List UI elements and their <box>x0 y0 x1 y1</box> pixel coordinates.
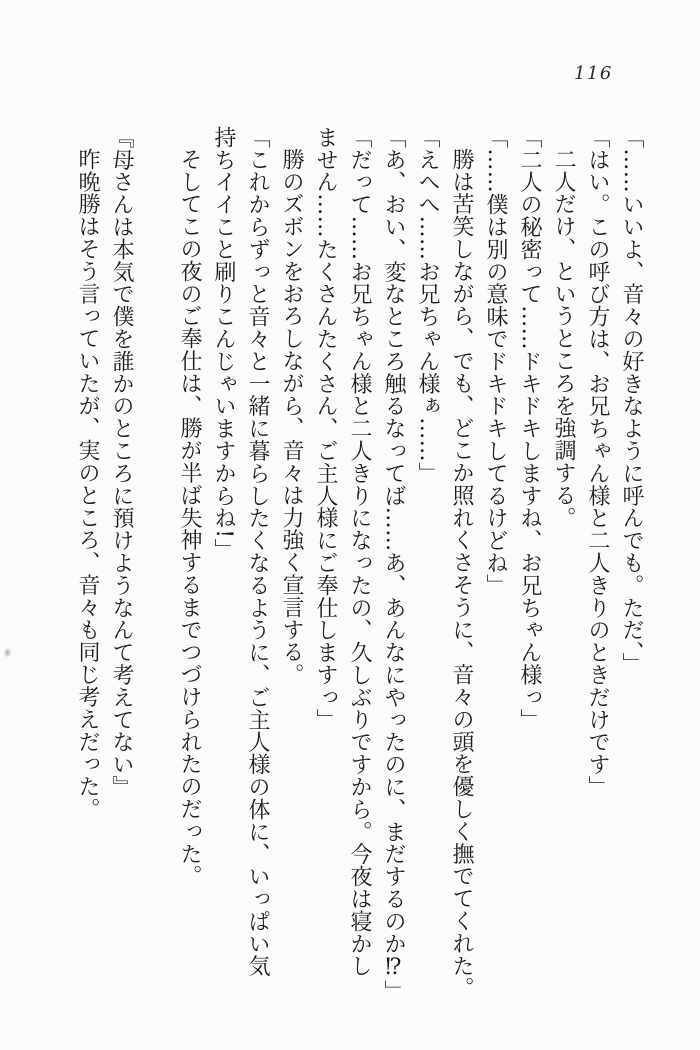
text-column: 「えへへ……お兄ちゃん様ぁ……」 <box>415 126 440 485</box>
text-column: 勝のズボンをおろしながら、音々は力強く宣言する。 <box>279 148 304 686</box>
scan-artifact <box>5 649 10 656</box>
text-column: 「あ、おい、変なところ触るなってば……あ、あんなにやったのに、まだするのか⁉」 <box>381 126 406 1003</box>
text-column: ません……たくさんたくさん、ご主人様にご奉仕しますっ」 <box>313 126 338 731</box>
text-column: 「……いいよ、音々の好きなように呼んでも。ただ、」 <box>619 126 644 675</box>
vertical-text-block <box>70 126 648 1046</box>
text-column: 二人だけ、というところを強調する。 <box>551 148 576 529</box>
text-column: 「二人の秘密って……ドキドキしますね、お兄ちゃん様っ」 <box>517 126 542 731</box>
page-number: 116 <box>574 63 613 84</box>
text-column: 「はい。この呼び方は、お兄ちゃん様と二人きりのときだけです」 <box>585 126 610 798</box>
text-column: 「だって……お兄ちゃん様と二人きりになったの、久しぶりですから。今夜は寝かし <box>347 126 372 978</box>
text-column: そしてこの夜のご奉仕は、勝が半ば失神するまでつづけられたのだった。 <box>177 148 202 888</box>
text-column: 持ちイイこと刷りこんじゃいますからね!」 <box>211 126 236 561</box>
text-column: 「……僕は別の意味でドキドキしてるけどね」 <box>483 126 508 597</box>
text-column: 勝は苦笑しながら、でも、どこか照れくさそうに、音々の頭を優しく撫でてくれた。 <box>449 148 474 1000</box>
text-column: 「これからずっと音々と一緒に暮らしたくなるように、ご主人様の体に、いっぱい気 <box>245 126 270 978</box>
blank-column <box>138 126 172 1046</box>
text-column: 昨晩勝はそう言っていたが、実のところ、音々も同じ考えだった。 <box>75 148 100 820</box>
text-column: 『母さんは本気で僕を誰かのところに預けようなんて考えてない』 <box>109 126 134 798</box>
